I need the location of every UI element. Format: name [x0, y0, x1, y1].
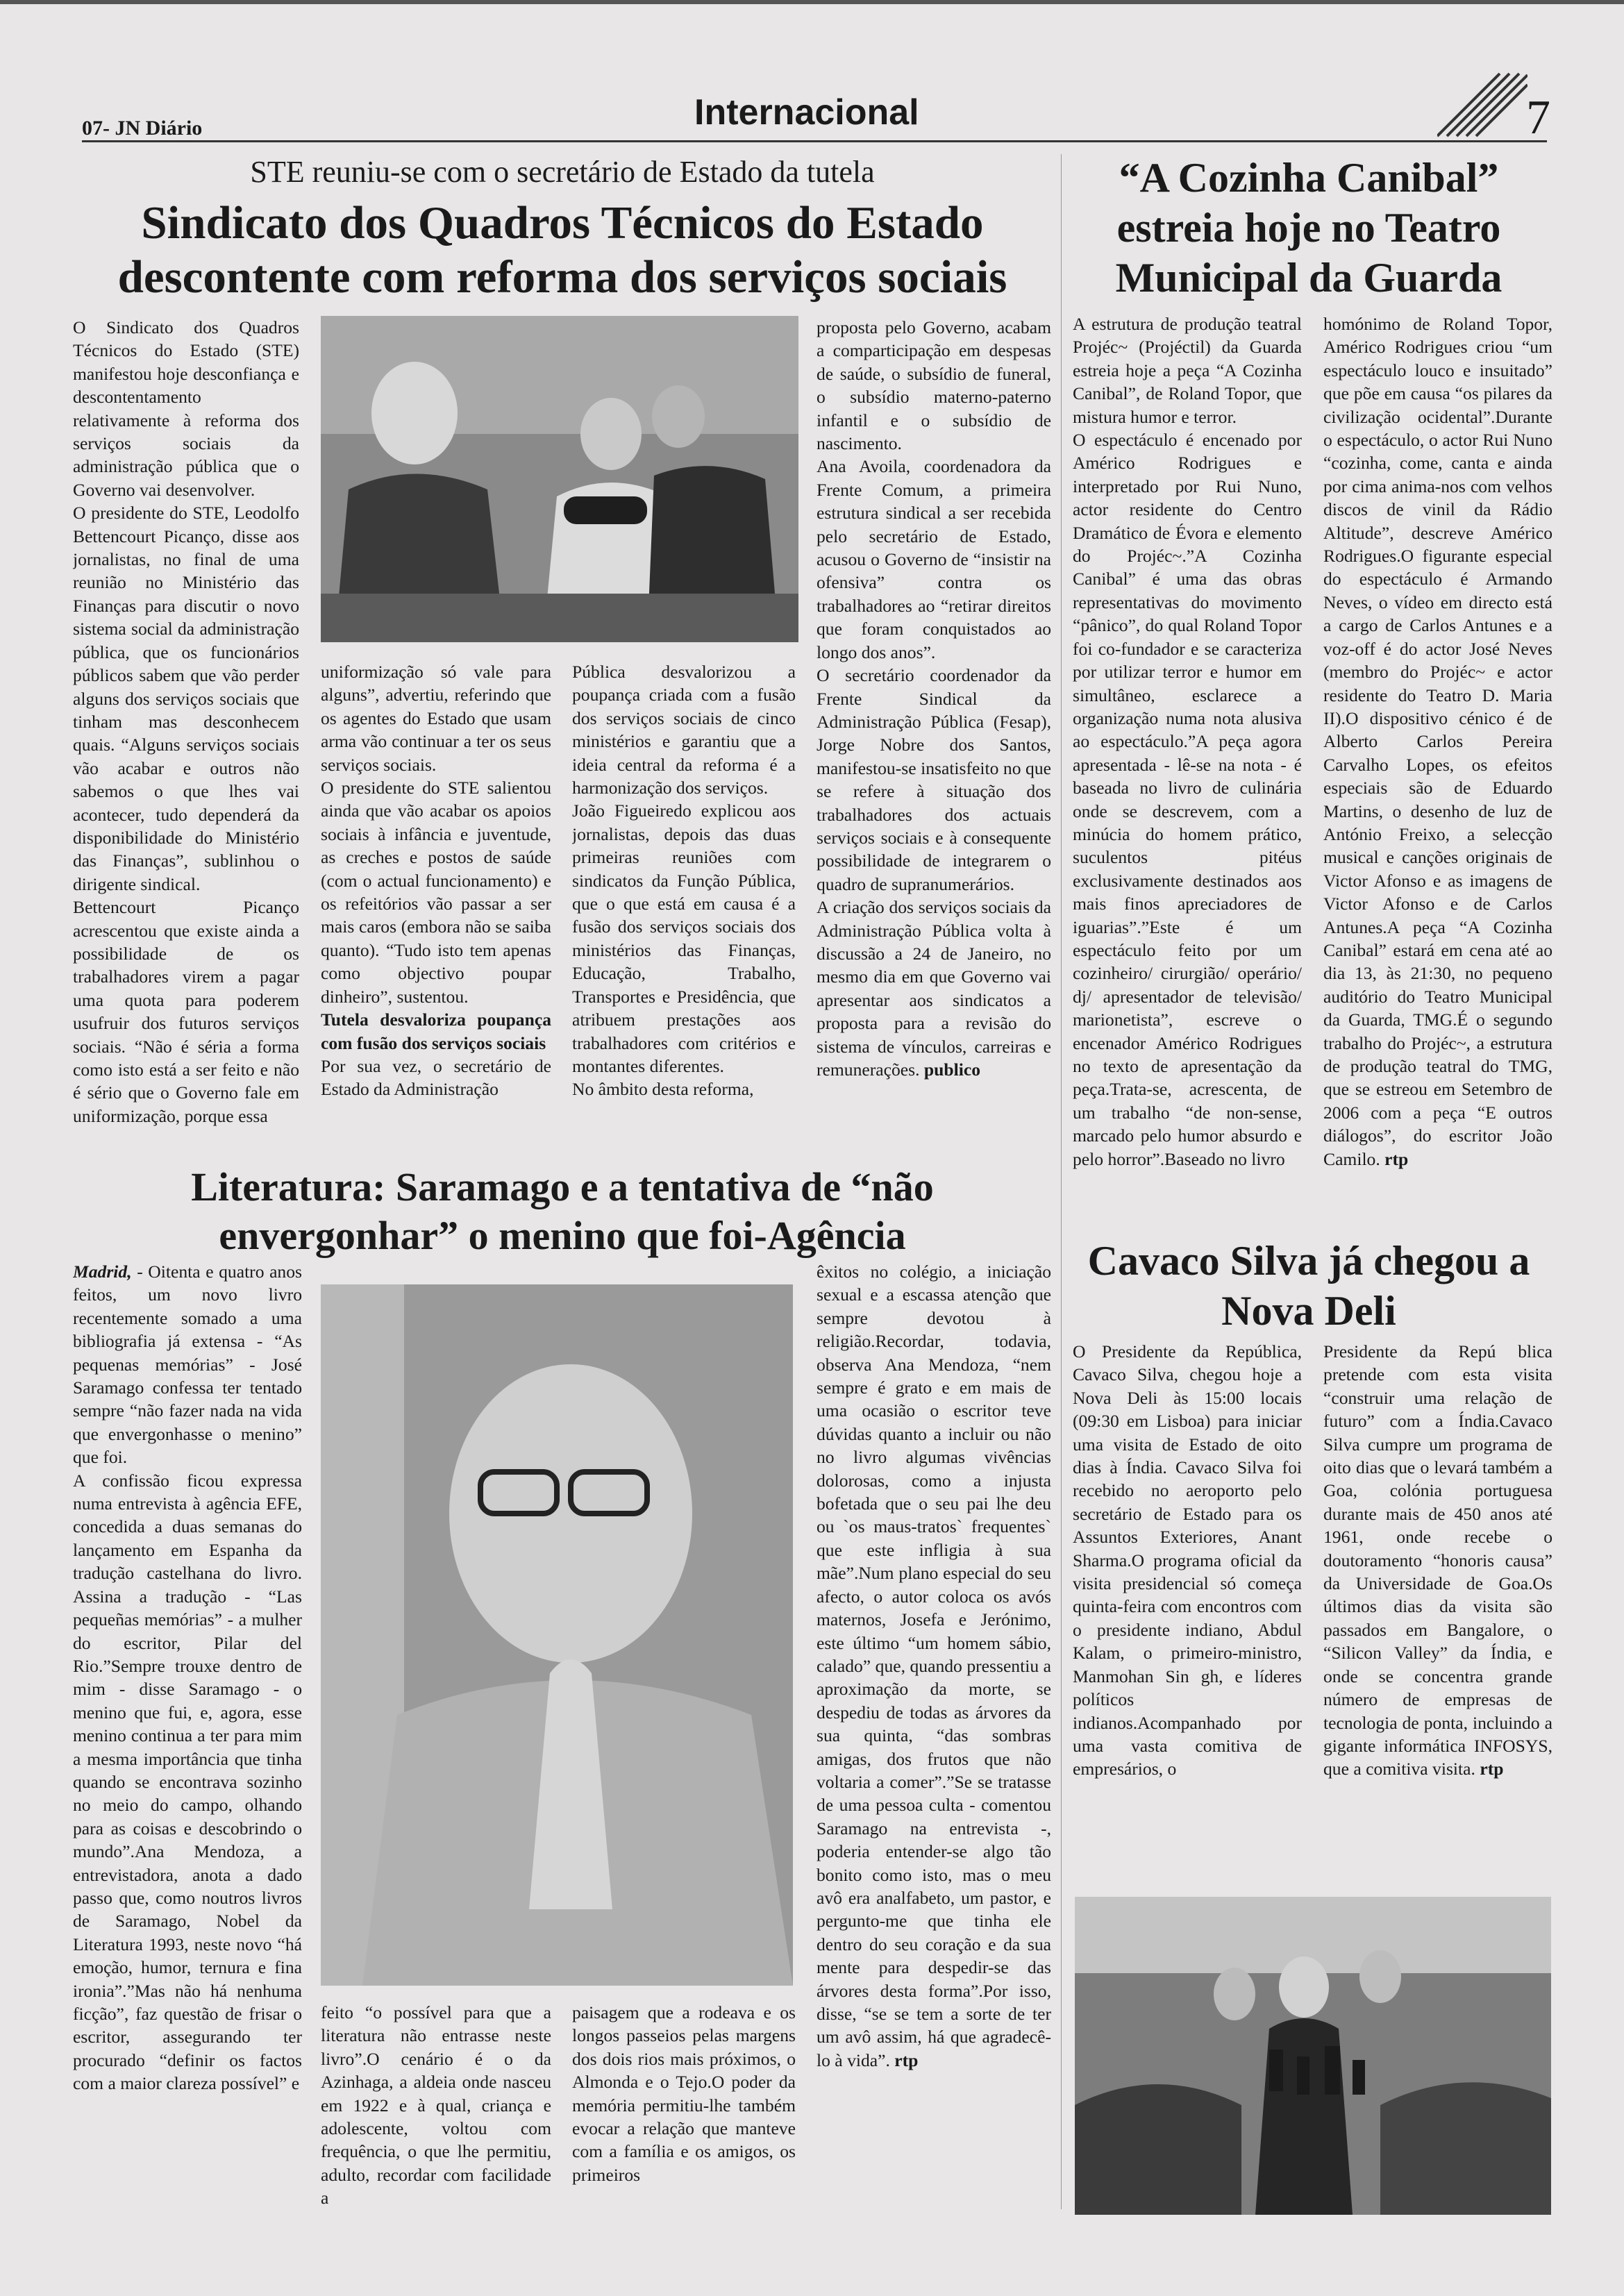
saramago-column-2 — [321, 2001, 551, 2209]
page-number: 7 — [1526, 91, 1550, 144]
paragraph: homónimo de Roland Topor, Américo Rodrigues criou “um espectáculo louco e insuitado” que põe em causa “os pilares da civilização ocidental”.Durante o espectáculo, o actor Rui Nuno “cozinha, come, canta e ainda por cima anima-nos com velhos discos de vinil da Rádio Altitude”, descreve Américo Rodrigues.O figurante especial do espectáculo é Armando Neves, o vídeo em directo está a cargo de Carlos Antunes e a voz-off é do actor José Neves (membro do Projéc~ e actor residente do Teatro D. Maria II).O dispositivo cénico é de Alberto Carlos Pereira Carvalho Lopes, os efeitos especiais são de Eduardo Martins, o desenho de luz de António Freixo, a selecção musical e canções originais de Victor Afonso e as imagens de Victor Afonso e de Carlos Antunes.A peça “A Cozinha Canibal” estará em cena até ao dia 13, às 21:30, no pequeno auditório do Teatro Municipal da Guarda, TMG.É o segundo trabalho do Projéc~, a estrutura de produção teatral do TMG, que se estreou em Setembro de 2006 com a peça “E outros diálogos”, do escritor João Camilo. rtp — [1323, 314, 1552, 1169]
ste-headline: Sindicato dos Quadros Técnicos do Estado descontente com reforma dos serviços sociais — [117, 197, 1007, 303]
ste-signature: publico — [923, 1059, 981, 1080]
paragraph: O secretário coordenador da Frente Sindical da Administração Pública (Fesap), Jorge Nobre dos Santos, manifestou-se insatisfeito no que se refere à situação dos trabalhadores dos actuais serviços sociais e à consequente possibilidade de integrarem o quadro de supranumerários. — [817, 665, 1051, 894]
saramago-column-1 — [73, 1260, 302, 2211]
saramago-column-4 — [817, 1260, 1051, 2211]
saramago-headline: Literatura: Saramago e a tentativa de “não envergonhar” o menino que foi-Agência — [191, 1164, 934, 1258]
paragraph: paisagem que a rodeava e os longos passeios pelas margens dos dois rios mais próximos, o Almonda e o Tejo.O poder da memória permitiu-lhe também evocar a relação que manteve com a família e os amigos, os primeiros — [572, 2002, 796, 2185]
paragraph: Ana Avoila, coordenadora da Frente Comum, a primeira estrutura sindical a ser recebida pelo secretário de Estado, acusou o Governo de “insistir na ofensiva” contra os trabalhadores ao “retirar direitos que foram conquistados ao longo dos anos”. — [817, 456, 1051, 662]
saramago-signature: rtp — [894, 2050, 919, 2070]
paragraph: proposta pelo Governo, acabam a comparticipação em despesas de saúde, o subsídio de funeral, o subsídio materno-paterno infantil e o subsídio de nascimento. — [817, 317, 1051, 454]
saramago-column-3 — [572, 2001, 796, 2209]
paragraph: No âmbito desta reforma, — [572, 1079, 754, 1100]
paragraph: O espectáculo é encenado por Américo Rodrigues e interpretado por Rui Nuno, actor residente do Centro Dramático de Évora e elemento do Projéc~.”A Cozinha Canibal” é uma das obras representativas do movimento “pânico”, do qual Roland Topor foi co-fundador e se caracteriza por utilizar terror e humor em simultâneo, esclarece a organização numa nota alusiva ao espectáculo.”A peça agora apresentada - lê-se na nota - é baseada no livro de culinária onde se descrevem, com a minúcia do homem prático, suculentos pitéus exclusivamente destinados aos mais finos apreciadores de iguarias”.”Este é um espectáculo feito por um cozinheiro/ cirurgião/ operário/ dj/ apresentador de televisão/ marionetista”, escreve o encenador Américo Rodrigues no texto de apresentação da peça.Trata-se, acrescenta, de um trabalho “de non-sense, marcado pelo humor absurdo e pelo horror”.Baseado no livro — [1073, 430, 1302, 1169]
cavaco-photo-press-crowd — [1075, 1897, 1551, 2215]
paragraph: João Figueiredo explicou aos jornalistas, depois das duas primeiras reuniões com sindicatos da Função Pública, que o que está em causa é a fusão dos serviços sociais dos ministérios das Finanças, Educação, Trabalho, Transportes e Presidência, que atribuem prestações aos trabalhadores com critérios e montantes diferentes. — [572, 801, 796, 1076]
paragraph: Presidente da Repú blica pretende com esta visita “construir uma relação de futuro” com a Índia.Cavaco Silva cumpre um programa de oito dias que o levará também a Goa, colónia portuguesa durante mais de 450 anos até 1961, onde recebe o doutoramento “honoris causa” da Universidade de Goa.Os últimos dias da visita são passados em Bangalore, o “Silicon Valley” da Índia, e onde se concentra grande número de empresas de tecnologia de ponta, incluindo a gigante informática INFOSYS, que a comitiva visita. rtp — [1323, 1341, 1552, 1779]
paragraph: A estrutura de produção teatral Projéc~ (Projéctil) da Guarda estreia hoje a peça “A Cozinha Canibal”, de Roland Topor, que mistura humor e terror. — [1073, 314, 1302, 427]
paragraph: Pública desvalorizou a poupança criada com a fusão dos serviços sociais de cinco ministérios e garantiu que a ideia central da reforma é a harmonização dos serviços. — [572, 662, 796, 798]
cozinha-signature: rtp — [1384, 1148, 1409, 1169]
paragraph: O presidente do STE salientou ainda que vão acabar os apoios sociais à infância e juventude, as creches e postos de saúde (com o actual funcionamento) e os refeitórios vão passar a ser mais caros (embora não se saiba quanto). “Tudo isto tem apenas como objectivo poupar dinheiro”, sustentou. — [321, 778, 551, 1007]
ste-subheading: Tutela desvaloriza poupança com fusão dos serviços sociais — [321, 1009, 551, 1053]
cavaco-column-1 — [1073, 1340, 1302, 1882]
ste-column-1 — [73, 316, 299, 1142]
ste-column-4 — [817, 316, 1051, 1142]
top-border — [0, 0, 1624, 4]
paragraph: uniformização só vale para alguns”, advertiu, referindo que os agentes do Estado que usam arma vão continuar a ter os seus serviços sociais. — [321, 662, 551, 775]
paragraph: O Sindicato dos Quadros Técnicos do Estado (STE) manifestou hoje desconfiança e descontentamento relativamente à reforma dos serviços sociais da administração pública que o Governo vai desenvolver. — [73, 317, 299, 500]
ste-column-2 — [321, 660, 551, 1139]
stripes-ornament — [1437, 67, 1527, 143]
cavaco-column-2 — [1323, 1340, 1552, 1882]
column-separator — [1061, 154, 1062, 2209]
cozinha-headline: “A Cozinha Canibal” estreia hoje no Teatro Municipal da Guarda — [1115, 155, 1502, 301]
cozinha-column-1 — [1073, 312, 1302, 1236]
saramago-photo — [321, 1284, 793, 1986]
section-title: Internacional — [694, 92, 919, 133]
cozinha-column-2 — [1323, 312, 1552, 1236]
header-rule — [82, 140, 1547, 142]
paragraph: A confissão ficou expressa numa entrevista à agência EFE, concedida a duas semanas do lançamento em Espanha da tradução castelhana do livro. Assina a tradução - “Las pequeñas memórias” - a mulher do escritor, Pilar del Rio.”Sempre trouxe dentro de mim - disse Saramago - o menino que fui, e, agora, esse menino continua a ter para mim a mesma importância que tinha quando se encontrava sozinho no meio do campo, olhando para as coisas e descobrindo o mundo”.Ana Mendoza, a entrevistadora, anota a dado passo que, como noutros livros de Saramago, Nobel da Literatura 1993, neste novo “há emoção, humor, ternura e fina ironia”.”Mas não há nenhuma ficção”, faz questão de frisar o escritor, assegurando ter procurado “definir os factos com a maior clareza possível” e — [73, 1470, 302, 2094]
paragraph: feito “o possível para que a literatura não entrasse neste livro”.O cenário é o da Azinhaga, a aldeia onde nasceu em 1922 e à qual, criança e adolescente, voltou com frequência, o que lhe permitiu, adulto, recordar com facilidade a — [321, 2002, 551, 2209]
newspaper-name: 07- JN Diário — [82, 117, 203, 140]
cavaco-headline: Cavaco Silva já chegou a Nova Deli — [1087, 1238, 1530, 1334]
dateline: Madrid, — [73, 1262, 132, 1282]
paragraph: Bettencourt Picanço acrescentou que existe ainda a possibilidade de os trabalhadores virem a pagar uma quota para poderem usufruir dos futuros serviços sociais. “Não é séria a forma como isto está a ser feito e não é sério que o Governo fale em uniformização, porque essa — [73, 897, 299, 1126]
ste-column-3 — [572, 660, 796, 1139]
paragraph: O presidente do STE, Leodolfo Bettencourt Picanço, disse aos jornalistas, no final de uma reunião no Ministério das Finanças para discutir o novo sistema social da administração pública, que os funcionários públicos sabem que vão perder alguns dos serviços sociais que tinham mas desconhecem quais. “Alguns serviços sociais vão acabar e outros não sabemos o que lhes vai acontecer, tudo dependerá da disponibilidade do Ministério das Finanças”, sublinhou o dirigente sindical. — [73, 503, 299, 894]
paragraph: O Presidente da República, Cavaco Silva, chegou hoje a Nova Deli às 15:00 locais (09:30 em Lisboa) para iniciar uma visita de Estado de oito dias à Índia. Cavaco Silva foi recebido no aeroporto pelo secretário de Estado para os Assuntos Exteriores, Anant Sharma.O programa oficial da visita presidencial só começa quinta-feira com encontros com o presidente indiano, Abdul Kalam, o primeiro-ministro, Manmohan Sin gh, e líderes políticos indianos.Acompanhado por uma vasta comitiva de empresários, o — [1073, 1341, 1302, 1779]
paragraph: Por sua vez, o secretário de Estado da Administração — [321, 1055, 551, 1100]
paragraph: A criação dos serviços sociais da Administração Pública volta à discussão a 24 de Janeiro, no mesmo dia em que Governo vai apresentar aos sindicatos a proposta para a revisão do sistema de vínculos, carreiras e remunerações. publico — [817, 897, 1051, 1080]
ste-kicker: STE reuniu-se com o secretário de Estado da tutela — [250, 155, 875, 189]
cavaco-signature: rtp — [1480, 1759, 1504, 1779]
paragraph: Madrid, - Oitenta e quatro anos feitos, um novo livro recentemente somado a uma bibliografia já extensa - “As pequenas memórias” - José Saramago confessa ter tentado sempre “não fazer nada na vida que envergonhasse o menino” que foi. — [73, 1262, 302, 1468]
ste-photo-press-conference — [321, 316, 798, 642]
paragraph: êxitos no colégio, a iniciação sexual e a escassa atenção que sempre devotou à religião.Recordar, todavia, observa Ana Mendoza, “nem sempre é grato e em mais de uma ocasião o escritor teve dúvidas quanto a incluir ou não no livro algumas vivências dolorosas, como a injusta bofetada que o seu pai lhe deu ou `os maus-tratos` frequentes` que este infligia à sua mãe”.Num plano especial do seu afecto, o autor coloca os avós maternos, Josefa e Jerónimo, este último “um homem sábio, calado” que, quando pressentiu a aproximação da morte, se despediu de todas as árvores da sua quinta, “das sombras amigas, dos frutos que não voltaria a comer”.”Se se tratasse de uma pessoa culta - comentou Saramago na entrevista -, poderia entender-se algo tão bonito como isto, mas o meu avô era analfabeto, um pastor, e pergunto-me que tinha ele dentro do seu coração e da sua mente para despedir-se das árvores desta forma”.Por isso, disse, “se se tem a sorte de ter um avô assim, há que agradecê-lo à vida”. rtp — [817, 1262, 1051, 2070]
